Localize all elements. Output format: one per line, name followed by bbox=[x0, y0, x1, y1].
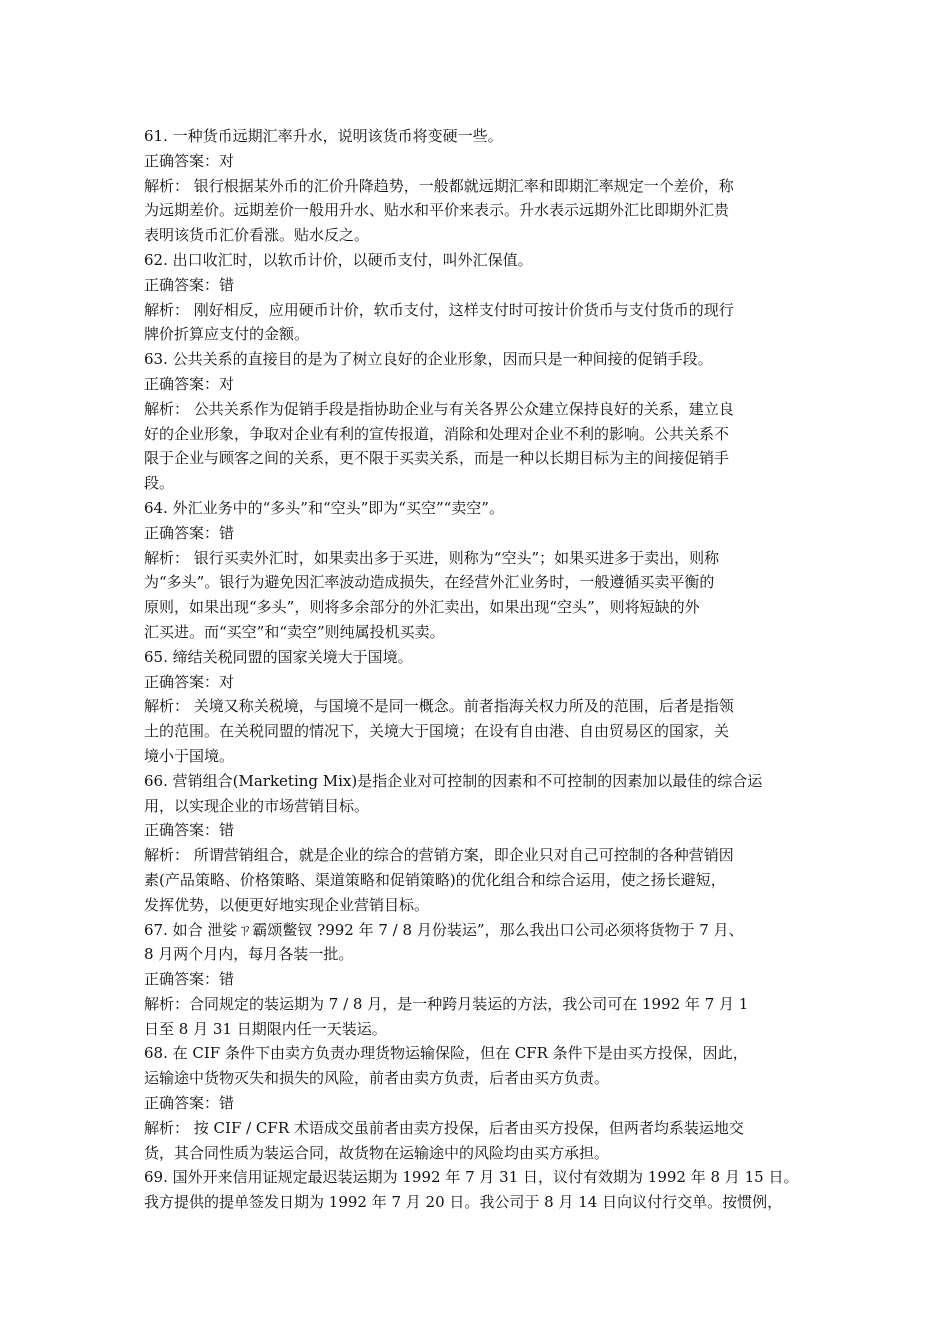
question-item bbox=[144, 918, 824, 1042]
question-item bbox=[144, 248, 824, 347]
question-text: 62. 出口收汇时，以软币计价，以硬币支付，叫外汇保值。 bbox=[144, 250, 533, 269]
analysis-text: 解析： 所谓营销组合，就是企业的综合的营销方案，即企业只对自己可控制的各种营销因 bbox=[144, 846, 734, 865]
question-text: 8 月两个月内，每月各装一批。 bbox=[144, 945, 354, 964]
question-text: 65. 缔结关税同盟的国家关境大于国境。 bbox=[144, 647, 413, 666]
analysis-text: 解析： 银行根据某外币的汇价升降趋势，一般都就远期汇率和即期汇率规定一个差价，称 bbox=[144, 176, 734, 195]
question-text: 我方提供的提单签发日期为 1992 年 7 月 20 日。我公司于 8 月 14 日向议付行交单。按惯例， bbox=[144, 1193, 783, 1212]
document-body bbox=[144, 124, 824, 1215]
question-text: 66. 营销组合(Marketing Mix)是指企业对可控制的因素和不可控制的因素加以最佳的综合运 bbox=[144, 771, 763, 790]
correct-answer: 正确答案：错 bbox=[144, 275, 235, 294]
analysis-text: 解析： 关境又称关税境，与国境不是同一概念。前者指海关权力所及的范围，后者是指领 bbox=[144, 697, 734, 716]
question-item bbox=[144, 769, 824, 918]
correct-answer: 正确答案：错 bbox=[144, 821, 235, 840]
analysis-text: 解析： 银行买卖外汇时，如果卖出多于买进，则称为“空头”；如果买进多于卖出，则称 bbox=[144, 548, 720, 567]
correct-answer: 正确答案：错 bbox=[144, 970, 235, 989]
question-text: 运输途中货物灭失和损失的风险，前者由卖方负责，后者由买方负责。 bbox=[144, 1069, 610, 1088]
question-text: 64. 外汇业务中的“多头”和“空头”即为“买空”“卖空”。 bbox=[144, 498, 504, 517]
question-text: 68. 在 CIF 条件下由卖方负责办理货物运输保险，但在 CFR 条件下是由买方投保，因此， bbox=[144, 1044, 748, 1063]
correct-answer: 正确答案：错 bbox=[144, 523, 235, 542]
analysis-text: 表明该货币汇价看涨。贴水反之。 bbox=[144, 226, 370, 245]
correct-answer: 正确答案：错 bbox=[144, 1094, 235, 1113]
analysis-text: 解析： 按 CIF / CFR 术语成交虽前者由卖方投保，后者由买方投保，但两者均系装运地交 bbox=[144, 1118, 744, 1137]
analysis-text: 日至 8 月 31 日期限内任一天装运。 bbox=[144, 1019, 387, 1038]
question-item bbox=[144, 645, 824, 769]
correct-answer: 正确答案：对 bbox=[144, 151, 235, 170]
analysis-text: 素(产品策略、价格策略、渠道策略和促销策略)的优化组合和综合运用，使之扬长避短， bbox=[144, 870, 726, 889]
analysis-text: 汇买进。而“买空”和“卖空”则纯属投机买卖。 bbox=[144, 622, 445, 641]
analysis-text: 解析： 刚好相反，应用硬币计价，软币支付，这样支付时可按计价货币与支付货币的现行 bbox=[144, 300, 734, 319]
correct-answer: 正确答案：对 bbox=[144, 672, 235, 691]
question-text: 69. 国外开来信用证规定最迟装运期为 1992 年 7 月 31 日，议付有效期为 1992 年 8 月 15 日。 bbox=[144, 1168, 799, 1187]
analysis-text: 土的范围。在关税同盟的情况下，关境大于国境；在设有自由港、自由贸易区的国家，关 bbox=[144, 722, 730, 741]
analysis-text: 好的企业形象，争取对企业有利的宣传报道，消除和处理对企业不利的影响。公共关系不 bbox=[144, 424, 730, 443]
analysis-text: 货，其合同性质为装运合同，故货物在运输途中的风险均由买方承担。 bbox=[144, 1143, 610, 1162]
question-text: 63. 公共关系的直接目的是为了树立良好的企业形象，因而只是一种间接的促销手段。 bbox=[144, 350, 713, 369]
analysis-text: 解析：合同规定的装运期为 7 / 8 月，是一种跨月装运的方法，我公司可在 1992 年 7 月 1 bbox=[144, 994, 749, 1013]
analysis-text: 段。 bbox=[144, 474, 175, 493]
question-item bbox=[144, 1165, 824, 1215]
question-text: 67. 如合 泄娑ㄗ霸颂鳖钗 ?992 年 7 / 8 月份装运”，那么我出口公司必须将货物于 7 月、 bbox=[144, 920, 744, 939]
question-text: 用，以实现企业的市场营销目标。 bbox=[144, 796, 370, 815]
analysis-text: 境小于国境。 bbox=[144, 746, 235, 765]
analysis-text: 原则，如果出现“多头”，则将多余部分的外汇卖出，如果出现“空头”，则将短缺的外 bbox=[144, 598, 700, 617]
analysis-text: 为远期差价。远期差价一般用升水、贴水和平价来表示。升水表示远期外汇比即期外汇贵 bbox=[144, 201, 730, 220]
analysis-text: 牌价折算应支付的金额。 bbox=[144, 325, 310, 344]
question-item bbox=[144, 496, 824, 645]
analysis-text: 限于企业与顾客之间的关系，更不限于买卖关系，而是一种以长期目标为主的间接促销手 bbox=[144, 449, 730, 468]
analysis-text: 为“多头”。银行为避免因汇率波动造成损失，在经营外汇业务时，一般遵循买卖平衡的 bbox=[144, 573, 715, 592]
question-item bbox=[144, 1041, 824, 1165]
analysis-text: 解析： 公共关系作为促销手段是指协助企业与有关各界公众建立保持良好的关系，建立良 bbox=[144, 399, 734, 418]
correct-answer: 正确答案：对 bbox=[144, 374, 235, 393]
analysis-text: 发挥优势，以便更好地实现企业营销目标。 bbox=[144, 895, 430, 914]
question-item bbox=[144, 347, 824, 496]
question-text: 61. 一种货币远期汇率升水，说明该货币将变硬一些。 bbox=[144, 127, 503, 145]
question-item bbox=[144, 124, 824, 248]
